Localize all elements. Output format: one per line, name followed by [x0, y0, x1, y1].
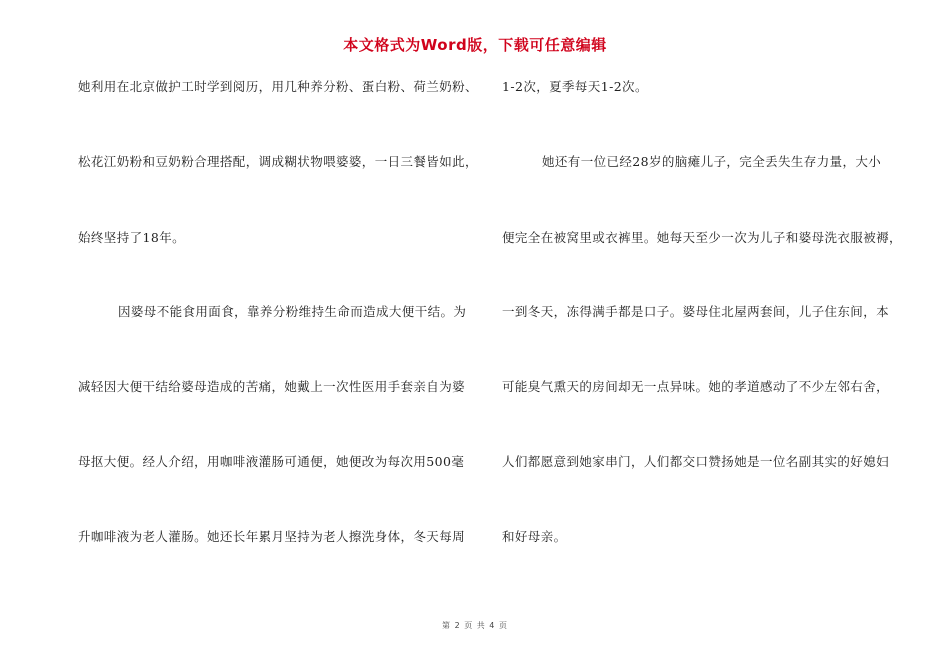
- text-line: 减轻因大便干结给婆母造成的苦痛，她戴上一次性医用手套亲自为婆: [78, 379, 466, 394]
- page-number: 第 2 页 共 4 页: [442, 621, 508, 630]
- text-line: 升咖啡液为老人灌肠。她还长年累月坚持为老人擦洗身体，冬天每周: [78, 529, 466, 544]
- text-line: 母抠大便。经人介绍，用咖啡液灌肠可通便，她便改为每次用500毫: [78, 454, 465, 469]
- text-line: 和好母亲。: [502, 529, 567, 544]
- text-line: 松花江奶粉和豆奶粉合理搭配，调成糊状物喂婆婆，一日三餐皆如此，: [78, 154, 478, 169]
- text-line: 一到冬天，冻得满手都是口子。婆母住北屋两套间，儿子住东间，本: [502, 304, 890, 319]
- text-line: 便完全在被窝里或衣裤里。她每天至少一次为儿子和婆母洗衣服被褥，: [502, 230, 902, 245]
- text-line: 1-2次，夏季每天1-2次。: [502, 79, 648, 94]
- text-line: 她利用在北京做护工时学到阅历，用几种养分粉、蛋白粉、荷兰奶粉、: [78, 79, 478, 94]
- text-line: 人们都愿意到她家串门，人们都交口赞扬她是一位名副其实的好媳妇: [502, 454, 890, 469]
- text-line: 她还有一位已经28岁的脑瘫儿子，完全丢失生存力量，大小: [542, 154, 882, 169]
- text-line: 因婆母不能食用面食，靠养分粉维持生命而造成大便干结。为: [118, 304, 467, 319]
- text-line: 可能臭气熏天的房间却无一点异味。她的孝道感动了不少左邻右舍，: [502, 379, 890, 394]
- header-banner: 本文格式为Word版，下载可任意编辑: [343, 36, 607, 54]
- text-line: 始终坚持了18年。: [78, 230, 186, 245]
